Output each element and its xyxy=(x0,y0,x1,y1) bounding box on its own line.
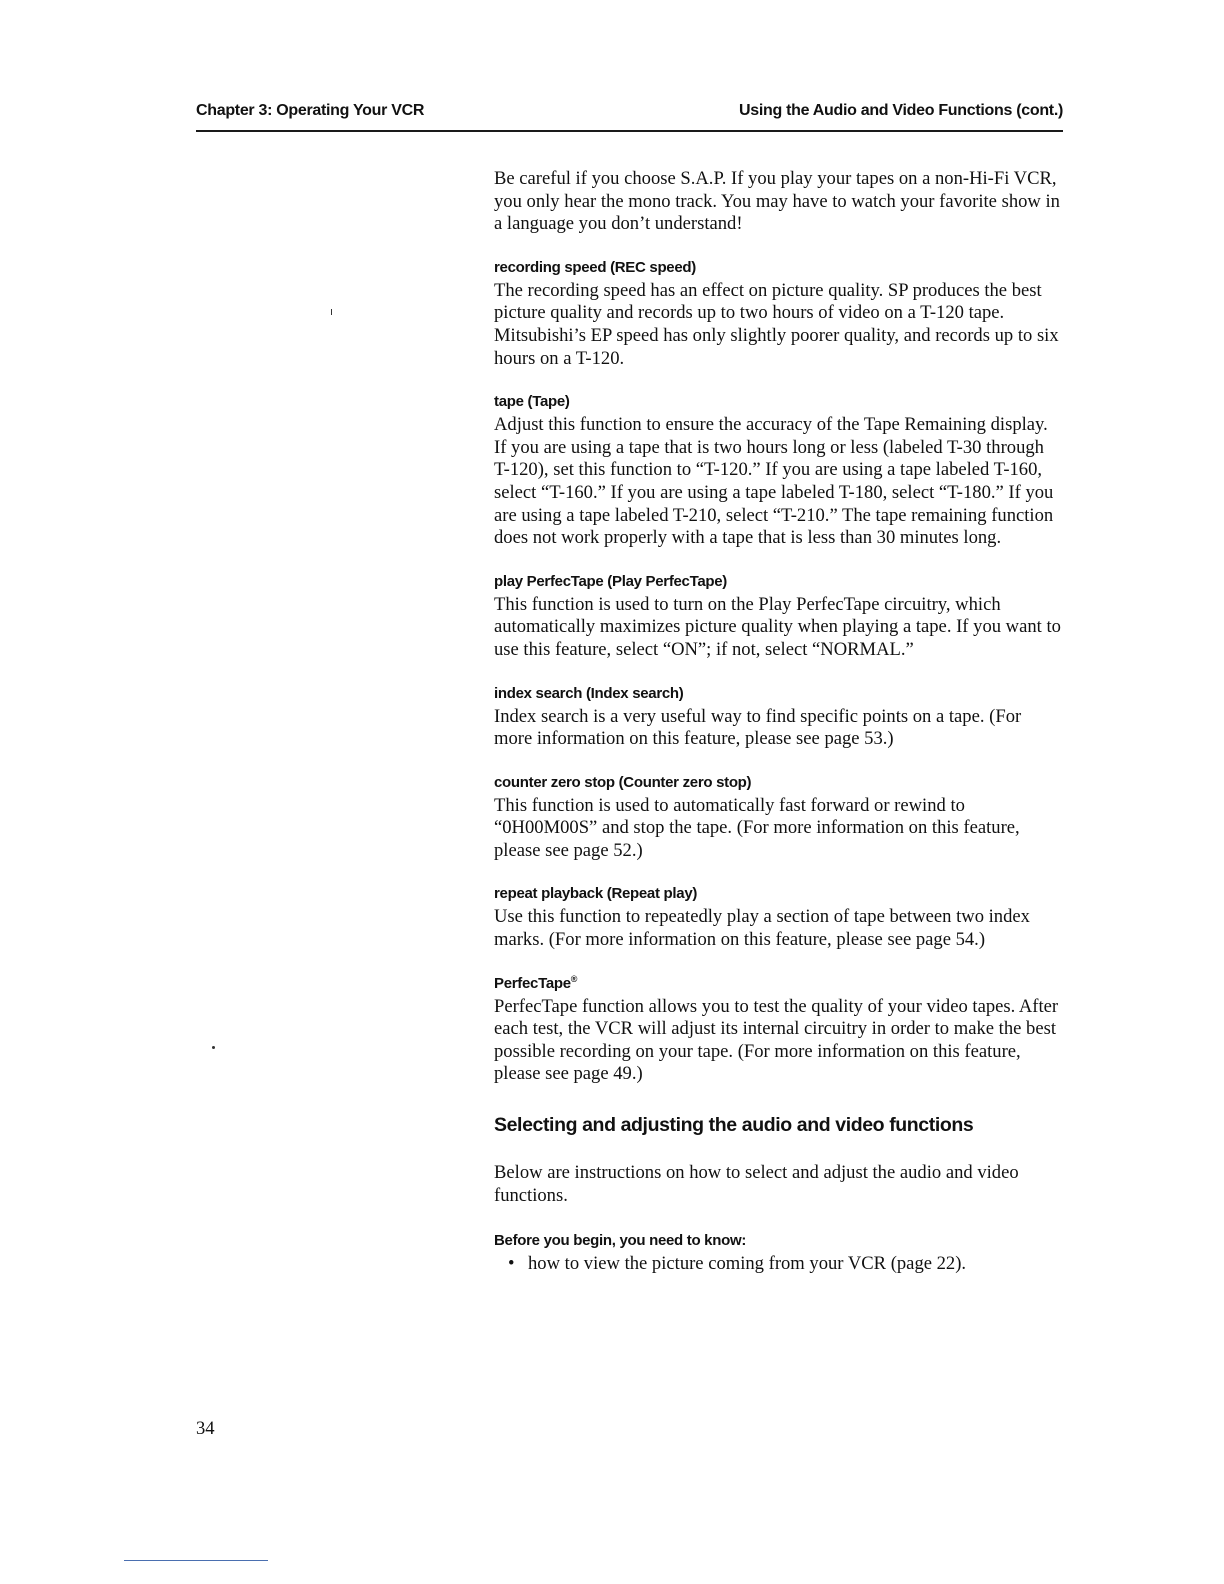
function-heading: repeat playback (Repeat play) xyxy=(494,885,698,903)
bottom-rule xyxy=(124,1560,268,1561)
function-heading xyxy=(494,974,1064,994)
function-description: Index search is a very useful way to find specific points on a tape. (For more information on this feature, please see page 53.) xyxy=(494,705,1022,750)
section-title: Using the Audio and Video Functions (cont.) xyxy=(739,102,1063,119)
before-heading: Before you begin, you need to know: xyxy=(494,1232,747,1250)
function-heading: recording speed (REC speed) xyxy=(494,258,696,276)
chapter-title: Chapter 3: Operating Your VCR xyxy=(196,102,425,119)
prerequisite-list xyxy=(494,1253,1064,1276)
before-you-begin xyxy=(494,1231,1064,1276)
function-repeat-playback xyxy=(494,884,1064,951)
scan-speck xyxy=(331,309,332,315)
function-description: This function is used to automatically fast forward or rewind to “0H00M00S” and stop the tape. (For more information on this feature, please see page 52.) xyxy=(494,794,1020,861)
function-description: Adjust this function to ensure the accuracy of the Tape Remaining display. If you are using a tape that is two hours long or less (labeled T-30 through T-120), set this function to “T-120.” If you are using a tape labeled T-160, select “T-160.” If you are using a tape labeled T-180, select “T-180.” If you are using a tape labeled T-210, select “T-210.” The tape remaining function does not work properly with a tape that is less than 30 minutes long. xyxy=(494,414,1054,549)
function-play-perfectape xyxy=(494,572,1064,662)
page-number: 34 xyxy=(196,1418,215,1439)
function-perfectape xyxy=(494,974,1064,1086)
function-index-search xyxy=(494,684,1064,751)
function-heading: tape (Tape) xyxy=(494,393,570,411)
function-description: PerfecTape function allows you to test the quality of your video tapes. After each test, the VCR will adjust its internal circuitry in order to make the best possible recording on your tape. (For more information on this feature, please see page 49.) xyxy=(494,995,1059,1085)
bullet-icon: • xyxy=(508,1253,515,1275)
function-tape xyxy=(494,392,1064,550)
scan-speck xyxy=(212,1046,215,1049)
main-content xyxy=(494,168,1064,1276)
function-heading-text: PerfecTape xyxy=(494,974,571,992)
selecting-heading: Selecting and adjusting the audio and video functions xyxy=(494,1114,974,1137)
function-description: This function is used to turn on the Play PerfecTape circuitry, which automatically maximizes picture quality when playing a tape. If you want to use this feature, select “ON”; if not, select “NORMAL.” xyxy=(494,593,1061,660)
function-heading: index search (Index search) xyxy=(494,684,684,702)
function-description: Use this function to repeatedly play a section of tape between two index marks. (For more information on this feature, please see page 54.) xyxy=(494,906,1030,951)
function-description: The recording speed has an effect on picture quality. SP produces the best picture quality and records up to two hours of video on a T-120 tape. Mitsubishi’s EP speed has only slightly poorer quality, and records up to six hours on a T-120. xyxy=(494,279,1059,369)
function-heading: play PerfecTape (Play PerfecTape) xyxy=(494,572,727,590)
function-recording-speed xyxy=(494,258,1064,370)
selecting-intro: Below are instructions on how to select and adjust the audio and video functions. xyxy=(494,1162,1019,1206)
page-header xyxy=(196,100,1063,132)
intro-paragraph: Be careful if you choose S.A.P. If you play your tapes on a non-Hi-Fi VCR, you only hear the mono track. You may have to watch your favorite show in a language you don’t understand! xyxy=(494,168,1060,235)
function-counter-zero-stop xyxy=(494,773,1064,863)
registered-mark: ® xyxy=(570,973,578,984)
function-heading: counter zero stop (Counter zero stop) xyxy=(494,773,752,791)
list-item-text: how to view the picture coming from your VCR (page 22). xyxy=(528,1253,967,1275)
list-item xyxy=(508,1253,1064,1276)
